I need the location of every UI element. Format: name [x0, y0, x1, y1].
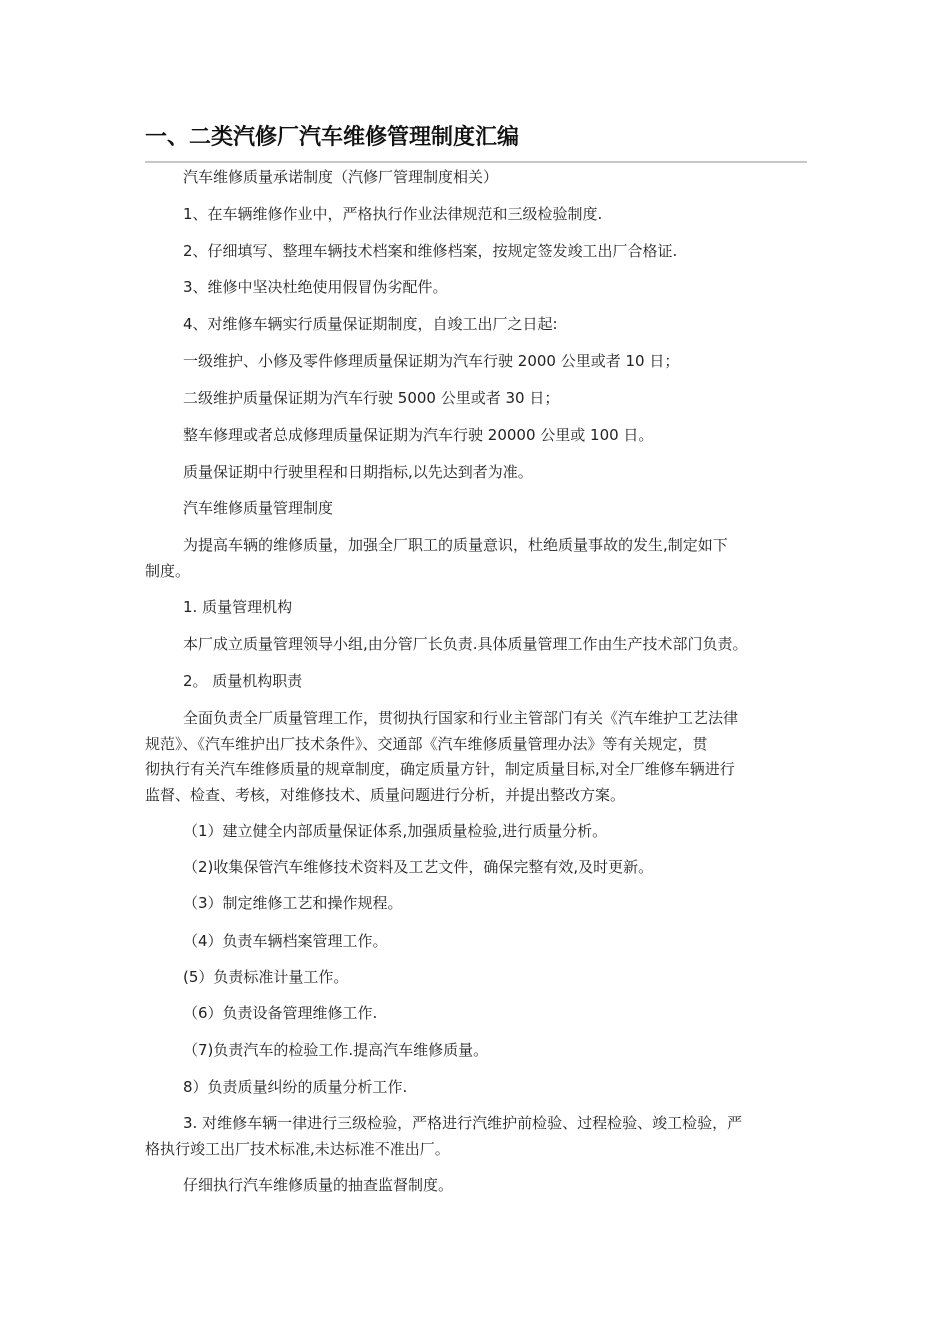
subsection-heading: 1. 质量管理机构 — [183, 598, 293, 616]
list-item: （7)负责汽车的检验工作.提高汽车维修质量。 — [183, 1041, 489, 1059]
list-item: （3）制定维修工艺和操作规程。 — [183, 894, 403, 912]
list-item: （1）建立健全内部质量保证体系,加强质量检验,进行质量分析。 — [183, 822, 608, 840]
document-title: 一、二类汽修厂汽车维修管理制度汇编 — [145, 125, 520, 150]
list-item: 8）负责质量纠纷的质量分析工作. — [183, 1078, 408, 1096]
list-item: （2)收集保管汽车维修技术资料及工艺文件，确保完整有效,及时更新。 — [183, 858, 654, 876]
title-divider — [145, 161, 807, 163]
paragraph: 全面负责全厂质量管理工作，贯彻执行国家和行业主管部门有关《汽车维护工艺法律 — [183, 709, 739, 727]
paragraph: 汽车维修质量承诺制度（汽修厂管理制度相关） — [183, 168, 499, 186]
paragraph: 仔细执行汽车维修质量的抽查监督制度。 — [183, 1176, 454, 1194]
paragraph: 本厂成立质量管理领导小组,由分管厂长负责.具体质量管理工作由生产技术部门负责。 — [183, 635, 748, 653]
paragraph: 监督、检查、考核，对维修技术、质量问题进行分析，并提出整改方案。 — [145, 786, 626, 804]
paragraph: 制度。 — [145, 562, 191, 580]
subsection-heading: 2。 质量机构职责 — [183, 672, 303, 690]
paragraph: 2、仔细填写、整理车辆技术档案和维修档案，按规定签发竣工出厂合格证. — [183, 242, 678, 260]
paragraph: 规范》、《汽车维护出厂技术条件》、交通部《汽车维修质量管理办法》等有关规定，贯 — [145, 735, 708, 753]
paragraph: 一级维护、小修及零件修理质量保证期为汽车行驶 2000 公里或者 10 日； — [183, 352, 680, 370]
paragraph: 彻执行有关汽车维修质量的规章制度，确定质量方针，制定质量目标,对全厂维修车辆进行 — [145, 760, 735, 778]
paragraph: 3. 对维修车辆一律进行三级检验，严格进行汽维护前检验、过程检验、竣工检验，严 — [183, 1114, 743, 1132]
paragraph: 质量保证期中行驶里程和日期指标,以先达到者为准。 — [183, 463, 533, 481]
paragraph: 为提高车辆的维修质量，加强全厂职工的质量意识，杜绝质量事故的发生,制定如下 — [183, 536, 728, 554]
paragraph: 格执行竣工出厂技术标准,未达标准不准出厂。 — [145, 1140, 450, 1158]
paragraph: 二级维护质量保证期为汽车行驶 5000 公里或者 30 日； — [183, 389, 560, 407]
paragraph: 4、对维修车辆实行质量保证期制度，自竣工出厂之日起: — [183, 315, 558, 333]
list-item: （4）负责车辆档案管理工作。 — [183, 932, 388, 950]
list-item: （6）负责设备管理维修工作. — [183, 1004, 378, 1022]
section-heading: 汽车维修质量管理制度 — [183, 499, 334, 517]
paragraph: 整车修理或者总成修理质量保证期为汽车行驶 20000 公里或 100 日。 — [183, 426, 654, 444]
paragraph: 3、维修中坚决杜绝使用假冒伪劣配件。 — [183, 278, 448, 296]
paragraph: 1、在车辆维修作业中，严格执行作业法律规范和三级检验制度. — [183, 205, 603, 223]
list-item: (5）负责标准计量工作。 — [183, 968, 349, 986]
